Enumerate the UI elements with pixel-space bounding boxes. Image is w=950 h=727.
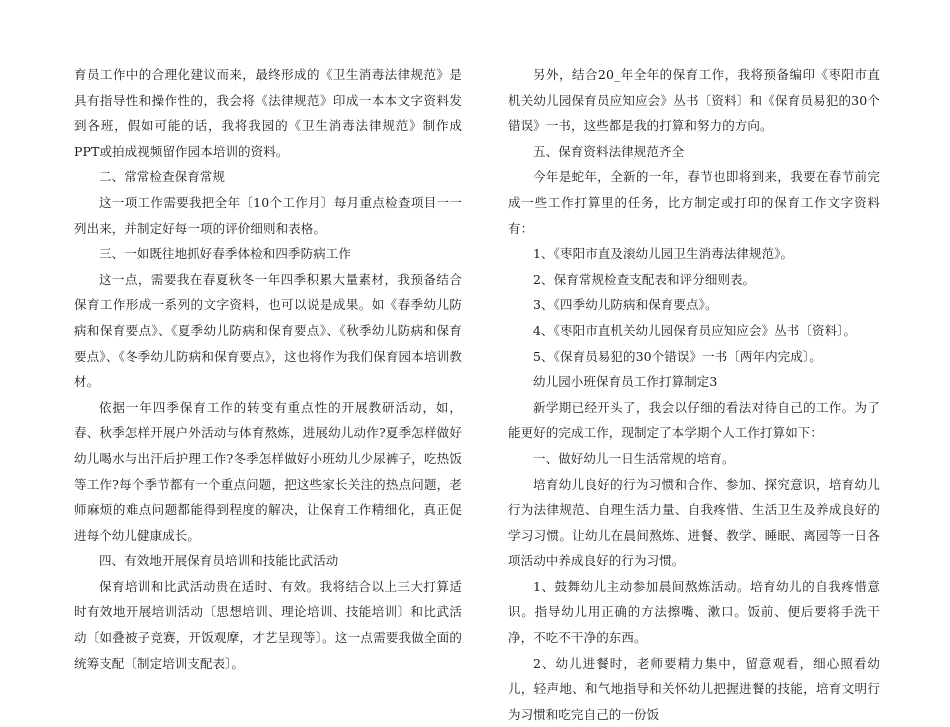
- list-item: 3、《四季幼儿防病和保育要点》。: [533, 297, 718, 313]
- section-heading: 五、保育资料法律规范齐全: [533, 143, 685, 159]
- paragraph: 育员工作中的合理化建议而来，最终形成的《卫生消毒法律规范》是具有指导性和操作性的，我会将《法律规范》印成一本本文字资料发到各班，假如可能的话，我将我园的《卫生消毒法律规范》制作成PPT或拍成视频留作园本培训的资料。: [74, 67, 462, 159]
- paragraph: 今年是蛇年，全新的一年，春节也即将到来，我要在春节前完成一些工作打算里的任务，比方制定或打印的保育工作文字资料有：: [508, 169, 880, 236]
- section-heading: 三、一如既往地抓好春季体检和四季防病工作: [99, 246, 352, 262]
- paragraph: 这一项工作需要我把全年〔10个工作月〕每月重点检查项目一一列出来，并制定好每一项的评价细则和表格。: [74, 194, 462, 236]
- document-subtitle: 幼儿园小班保育员工作打算制定3: [533, 374, 718, 390]
- paragraph: 1、鼓舞幼儿主动参加晨间熬炼活动。培育幼儿的自我疼惜意识。指导幼儿用正确的方法擦嘴、漱口。饭前、便后要将手洗干净，不吃不干净的东西。: [508, 578, 880, 646]
- paragraph: 新学期已经开头了，我会以仔细的看法对待自己的工作。为了能更好的完成工作，现制定了本学期个人工作打算如下：: [508, 399, 880, 441]
- paragraph: 2、幼儿进餐时，老师要精力集中，留意观看，细心照看幼儿，轻声地、和气地指导和关怀幼儿把握进餐的技能，培育文明行为习惯和吃完自己的一份饭: [508, 655, 880, 722]
- left-text-column: [74, 62, 462, 676]
- paragraph: 保育培训和比武活动贵在适时、有效。我将结合以上三大打算适时有效地开展培训活动〔思想培训、理论培训、技能培训〕和比武活动〔如叠被子竞赛，开饭观摩，才艺呈现等〕。这一点需要我做全面的统筹支配〔制定培训支配表〕。: [74, 578, 462, 671]
- list-item: 1、《枣阳市直及滚幼儿园卫生消毒法律规范》。: [533, 246, 794, 262]
- section-heading: 一、做好幼儿一日生活常规的培育。: [533, 450, 735, 466]
- paragraph: 另外，结合20_年全年的保育工作，我将预备编印《枣阳市直机关幼儿园保育员应知应会》丛书〔资料〕和《保育员易犯的30个错误》一书，这些都是我的打算和努力的方向。: [508, 67, 880, 134]
- section-heading: 四、有效地开展保育员培训和技能比武活动: [99, 553, 339, 569]
- section-heading: 二、常常检查保育常规: [99, 169, 226, 185]
- paragraph: 这一点，需要我在春夏秋冬一年四季积累大量素材，我预备结合保育工作形成一系列的文字资料，也可以说是成果。如《春季幼儿防病和保育要点》、《夏季幼儿防病和保育要点》、《秋季幼儿防病和保育要点》、《冬季幼儿防病和保育要点》，这也将作为我们保育园本培训教材。: [74, 271, 462, 390]
- right-text-column: [508, 62, 880, 727]
- paragraph: 依据一年四季保育工作的转变有重点性的开展教研活动，如，春、秋季怎样开展户外活动与体育熬炼，进展幼儿动作?夏季怎样做好幼儿喝水与出汗后护理工作?冬季怎样做好小班幼儿少尿裤子，吃热饭等工作?每个季节都有一个重点问题，把这些家长关注的热点问题，老师麻烦的难点问题都能得到程度的解决，让保育工作精细化，真正促进每个幼儿健康成长。: [74, 399, 462, 543]
- list-item: 5、《保育员易犯的30个错误》一书〔两年内完成〕。: [533, 348, 822, 364]
- list-item: 4、《枣阳市直机关幼儿园保育员应知应会》丛书〔资料〕。: [533, 322, 857, 338]
- list-item: 2、保育常规检查支配表和评分细则表。: [533, 271, 756, 287]
- paragraph: 培育幼儿良好的行为习惯和合作、参加、探究意识，培育幼儿行为法律规范、自理生活力量、自我疼惜、生活卫生及养成良好的学习习惯。让幼儿在晨间熬炼、进餐、教学、睡眠、离园等一日各项活动中养成良好的行为习惯。: [508, 476, 880, 569]
